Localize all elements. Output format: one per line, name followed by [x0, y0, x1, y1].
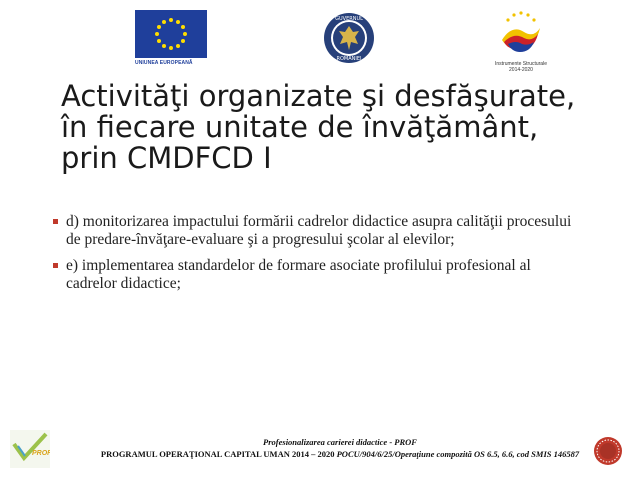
- slide-title: [61, 81, 601, 174]
- footer-program-name: PROGRAMUL OPERAŢIONAL CAPITAL UMAN 2014 – 2020: [100, 449, 335, 459]
- prof-checkmark-icon: [10, 430, 50, 468]
- prof-logo-text: PROF: [32, 450, 50, 457]
- footer-project-name: Profesionalizarea carierei didactice - PROF: [263, 437, 417, 447]
- government-logo-icon: [323, 12, 375, 64]
- bullet-square-icon: [53, 263, 58, 268]
- bullet-text: d) monitorizarea impactului formării cadrelor didactice asupra calităţii procesului de predare-învăţare-evaluare şi a progresului şcolar al elevilor;: [66, 213, 572, 248]
- bullet-text: e) implementarea standardelor de formare asociate profilului profesional al cadrelor didactice;: [66, 257, 531, 292]
- footer: [60, 437, 620, 460]
- is-caption-line2: 2014-2020: [509, 67, 533, 73]
- structural-instruments-logo: [486, 10, 556, 74]
- is-caption-line1: Instrumente Structurale: [495, 61, 547, 67]
- corner-badge-icon: [593, 436, 623, 466]
- bullet-item: [53, 257, 573, 293]
- bullet-list: [53, 213, 573, 301]
- footer-program-code: POCU/904/6/25/Operaţiune compozită OS 6.5, 6.6, cod SMIS 146587: [336, 449, 580, 459]
- title-line-1: Activităţi organizate şi desfăşurate,: [61, 79, 576, 113]
- footer-program-line: [60, 448, 620, 460]
- bullet-item: [53, 213, 573, 249]
- eu-logo: [135, 10, 207, 68]
- bullet-square-icon: [53, 219, 58, 224]
- gov-caption-bottom: ROMÂNIEI: [336, 56, 362, 62]
- eu-flag-icon: [135, 10, 207, 58]
- prof-logo: [10, 430, 50, 468]
- structural-instruments-icon: [494, 10, 548, 56]
- title-line-2: în fiecare unitate de învăţământ,: [61, 110, 539, 144]
- logo-bar: [0, 0, 638, 80]
- gov-caption-top: GUVERNUL: [335, 16, 363, 22]
- eu-caption: UNIUNEA EUROPEANĂ: [135, 60, 193, 66]
- title-line-3: prin CMDFCD I: [61, 141, 272, 175]
